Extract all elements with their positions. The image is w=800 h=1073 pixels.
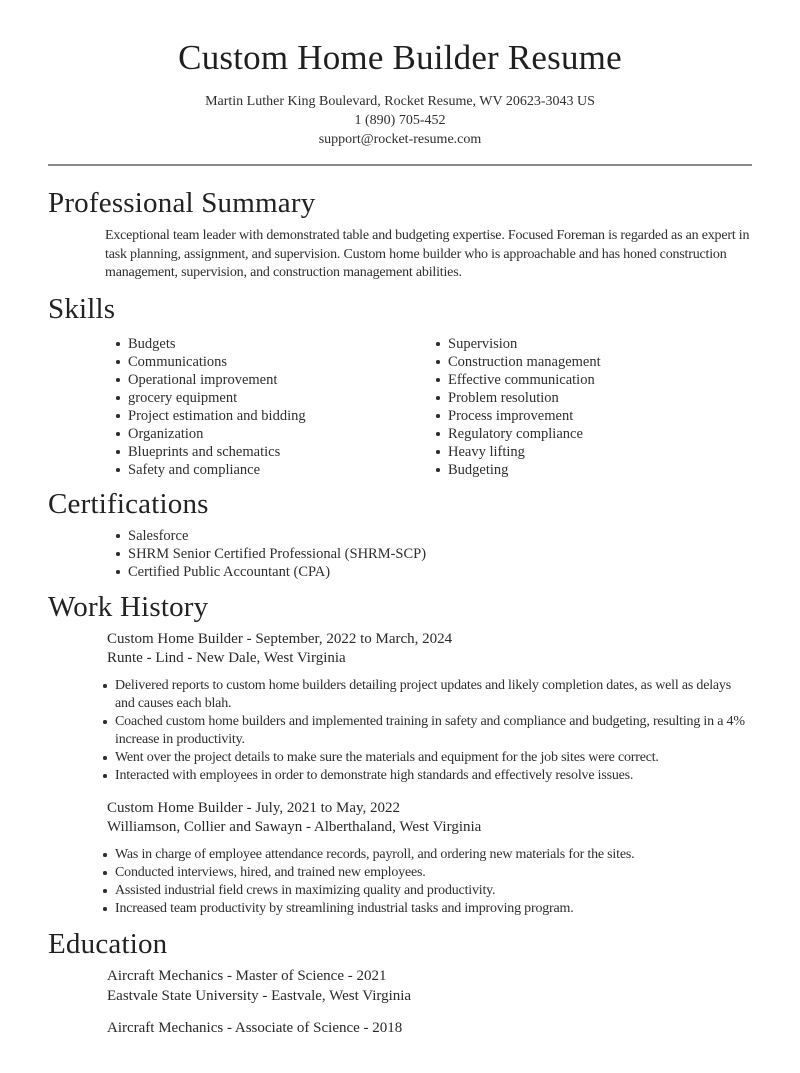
section-heading-summary: Professional Summary (48, 187, 316, 219)
skill-item: Effective communication (448, 371, 752, 389)
header-divider (48, 164, 752, 166)
certification-item: Salesforce (128, 527, 752, 545)
job-bullet-list (92, 846, 752, 918)
job-bullet: Increased team productivity by streamlining industrial tasks and improving program. (115, 900, 752, 918)
job-title-line: Custom Home Builder - July, 2021 to May, 2022 (107, 799, 401, 816)
section-heading-certifications: Certifications (48, 487, 209, 520)
resume-page (0, 38, 800, 1038)
education-degree-line: Aircraft Mechanics - Associate of Science - 2018 (107, 1019, 403, 1036)
job-bullet-list (92, 677, 752, 785)
skill-item: Communications (128, 353, 425, 371)
job-company-line: Runte - Lind - New Dale, West Virginia (107, 650, 346, 666)
skill-item: Heavy lifting (448, 443, 752, 461)
skills-column-left (105, 335, 425, 479)
skill-item: Organization (128, 425, 425, 443)
contact-phone: 1 (890) 705-452 (354, 113, 446, 128)
skill-item: Budgeting (448, 461, 752, 479)
skills-list-left (105, 335, 425, 479)
education-entry (107, 966, 752, 1006)
skill-item: Process improvement (448, 407, 752, 425)
certification-item: Certified Public Accountant (CPA) (128, 563, 752, 581)
skill-item: Supervision (448, 335, 752, 353)
job-bullet: Coached custom home builders and implemented training in safety and compliance and budgeting, resulting in a 4% increase in productivity. (115, 713, 752, 749)
resume-document (0, 38, 800, 1073)
skill-item: Safety and compliance (128, 461, 425, 479)
skill-item: Budgets (128, 335, 425, 353)
certifications-list (105, 527, 752, 581)
job-bullet: Delivered reports to custom home builders detailing project updates and likely completion dates, as well as delays and causes each blah. (115, 677, 752, 713)
skill-item: grocery equipment (128, 389, 425, 407)
skill-item: Construction management (448, 353, 752, 371)
education-school-line: Eastvale State University - Eastvale, West Virginia (107, 987, 412, 1004)
education-degree-line: Aircraft Mechanics - Master of Science - 2021 (107, 967, 387, 984)
job-company-line: Williamson, Collier and Sawayn - Alberthaland, West Virginia (107, 819, 482, 835)
section-heading-skills: Skills (48, 292, 116, 325)
skill-item: Blueprints and schematics (128, 443, 425, 461)
job-header (107, 630, 752, 669)
skill-item: Operational improvement (128, 371, 425, 389)
page-title: Custom Home Builder Resume (178, 38, 622, 77)
contact-address: Martin Luther King Boulevard, Rocket Resume, WV 20623-3043 US (205, 94, 595, 109)
summary-text: Exceptional team leader with demonstrated table and budgeting expertise. Focused Foreman is regarded as an expert in task planning, assignment, and supervision. Custom home builder who is approachable and has honed construction management, supervision, and construction management abilities. (105, 228, 750, 280)
skills-list-right (425, 335, 752, 479)
skill-item: Regulatory compliance (448, 425, 752, 443)
section-heading-work-history: Work History (48, 590, 209, 623)
job-bullet: Assisted industrial field crews in maximizing quality and productivity. (115, 882, 752, 900)
job-title-line: Custom Home Builder - September, 2022 to March, 2024 (107, 630, 453, 647)
skills-columns (105, 335, 752, 479)
job-bullet: Conducted interviews, hired, and trained new employees. (115, 864, 752, 882)
job-bullet: Interacted with employees in order to demonstrate high standards and effectively resolve issues. (115, 767, 752, 785)
skills-column-right (425, 335, 752, 479)
job-bullet: Went over the project details to make sure the materials and equipment for the job sites were correct. (115, 749, 752, 767)
contact-block (48, 92, 752, 149)
section-heading-education: Education (48, 927, 168, 960)
certification-item: SHRM Senior Certified Professional (SHRM-SCP) (128, 545, 752, 563)
contact-email: support@rocket-resume.com (318, 132, 482, 147)
skill-item: Problem resolution (448, 389, 752, 407)
job-header (107, 799, 752, 838)
skill-item: Project estimation and bidding (128, 407, 425, 425)
job-bullet: Was in charge of employee attendance records, payroll, and ordering new materials for the sites. (115, 846, 752, 864)
